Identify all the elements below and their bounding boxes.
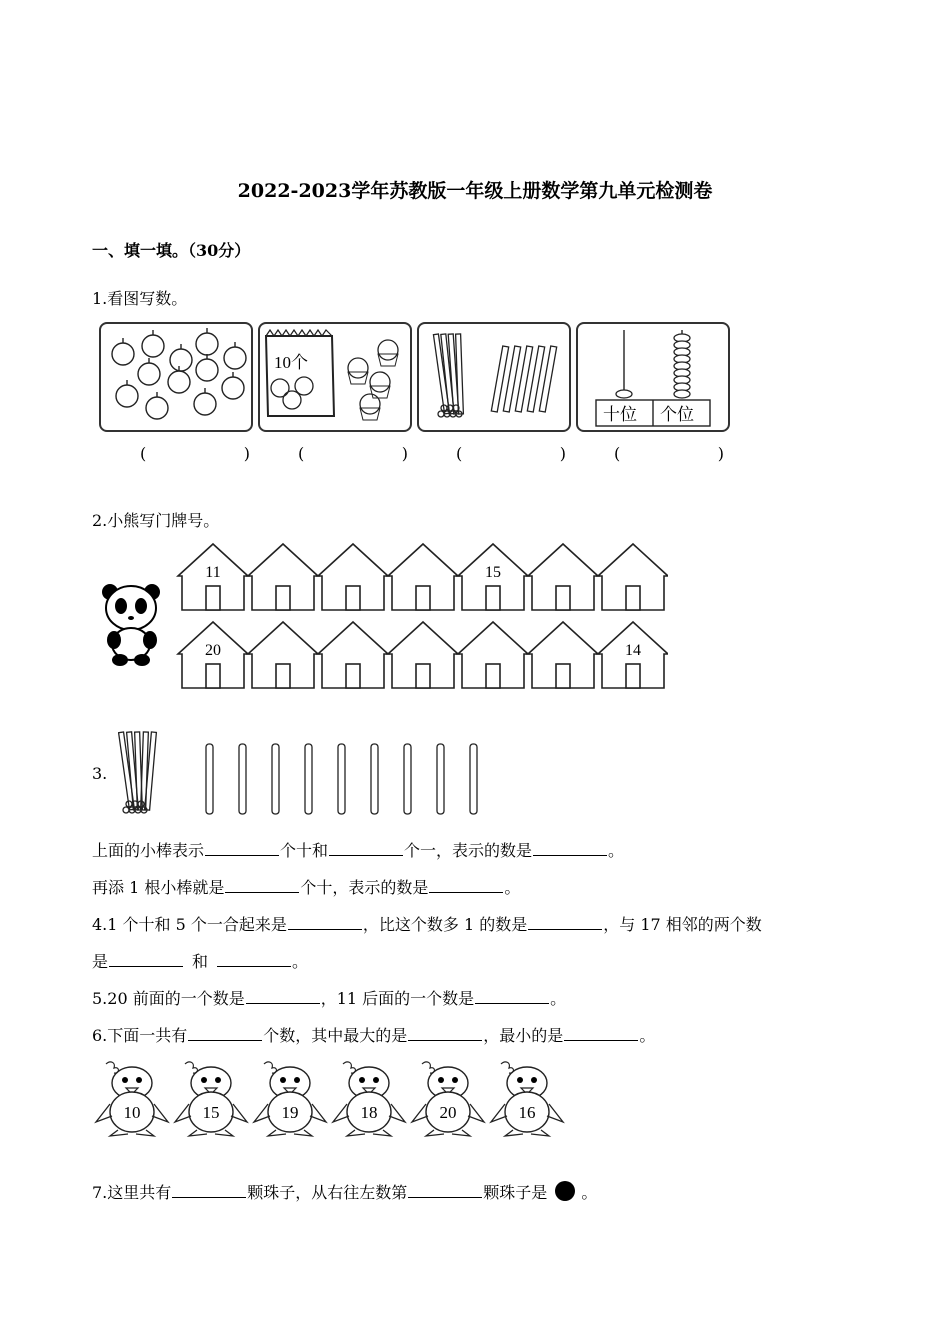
q3-label: 3. [92,764,108,783]
bag-label: 10个 [274,353,308,372]
house-number: 20 [205,642,221,659]
q3-line1: 上面的小棒表示 个十和 个一，表示的数是 。 [92,841,625,860]
answer-blank[interactable] [188,1039,262,1041]
q7-line: 7.这里共有 颗珠子，从右往左数第 颗珠子是 。 [92,1183,598,1202]
tens-label: 十位 [603,405,637,424]
panda-icon [100,580,164,670]
abacus-icon [578,324,728,430]
answer-blank[interactable] [408,1039,482,1041]
penguin-number: 19 [281,1103,299,1122]
q2-text: 2.小熊写门牌号。 [92,511,220,530]
bag-icon [260,324,410,430]
penguin-number: 10 [123,1103,141,1122]
q5-line: 5.20 前面的一个数是 ，11 后面的一个数是 。 [92,989,567,1008]
answer-blank[interactable] [288,928,362,930]
house [528,622,598,688]
house [178,622,248,688]
sticks-icon [419,324,569,430]
ones-label: 个位 [660,405,694,424]
penguin-icon [175,1062,247,1136]
penguin-number: 18 [360,1103,378,1122]
house-number: 11 [205,564,221,581]
apples-picture [99,322,253,432]
bag-picture [258,322,412,432]
house [318,622,388,688]
house [388,622,458,688]
house [458,622,528,688]
bead-icon [555,1181,575,1201]
sticks-picture [417,322,571,432]
answer-blank[interactable] [109,965,183,967]
penguin-number: 20 [439,1103,457,1122]
house-number: 15 [485,564,501,581]
penguin-icon [333,1062,405,1136]
q1-text: 1.看图写数。 [92,289,188,308]
q3-line2: 再添 1 根小棒就是 个十，表示的数是 。 [92,878,521,897]
answer-blank[interactable] [533,854,607,856]
house [248,544,318,610]
answer-parens-2[interactable]: ( ) [298,444,408,463]
apples-icon [101,324,251,430]
answer-blank[interactable] [329,854,403,856]
answer-blank[interactable] [528,928,602,930]
house [598,622,668,688]
penguin-icon [412,1062,484,1136]
answer-blank[interactable] [225,891,299,893]
house-number: 14 [625,642,641,659]
house [248,622,318,688]
answer-blank[interactable] [217,965,291,967]
answer-blank[interactable] [475,1002,549,1004]
house [528,544,598,610]
penguin-number: 15 [202,1103,220,1122]
answer-blank[interactable] [246,1002,320,1004]
penguin-icon [491,1062,563,1136]
house [178,544,248,610]
answer-blank[interactable] [205,854,279,856]
answer-blank[interactable] [564,1039,638,1041]
answer-blank[interactable] [172,1196,246,1198]
penguin-icon [96,1062,168,1136]
q6-line: 6.下面一共有 个数，其中最大的是 ，最小的是 。 [92,1026,656,1045]
house [458,544,528,610]
answer-parens-1[interactable]: ( ) [140,444,250,463]
house [598,544,668,610]
q4-line2: 是 和 。 [92,952,309,971]
section-heading: 一、填一填。（30分） [92,241,251,260]
q4-line1: 4.1 个十和 5 个一合起来是 ，比这个数多 1 的数是 ，与 17 相邻的两个数 [92,915,762,934]
penguin-icon [254,1062,326,1136]
abacus-picture [576,322,730,432]
houses-diagram [176,542,668,692]
page-title: 2022-2023学年苏教版一年级上册数学第九单元检测卷 [237,180,713,202]
penguin-number: 16 [518,1103,536,1122]
answer-parens-4[interactable]: ( ) [614,444,724,463]
q3-sticks-icon [118,726,488,820]
answer-blank[interactable] [408,1196,482,1198]
answer-blank[interactable] [429,891,503,893]
house [318,544,388,610]
answer-parens-3[interactable]: ( ) [456,444,566,463]
house [388,544,458,610]
penguins-diagram [92,1058,572,1138]
